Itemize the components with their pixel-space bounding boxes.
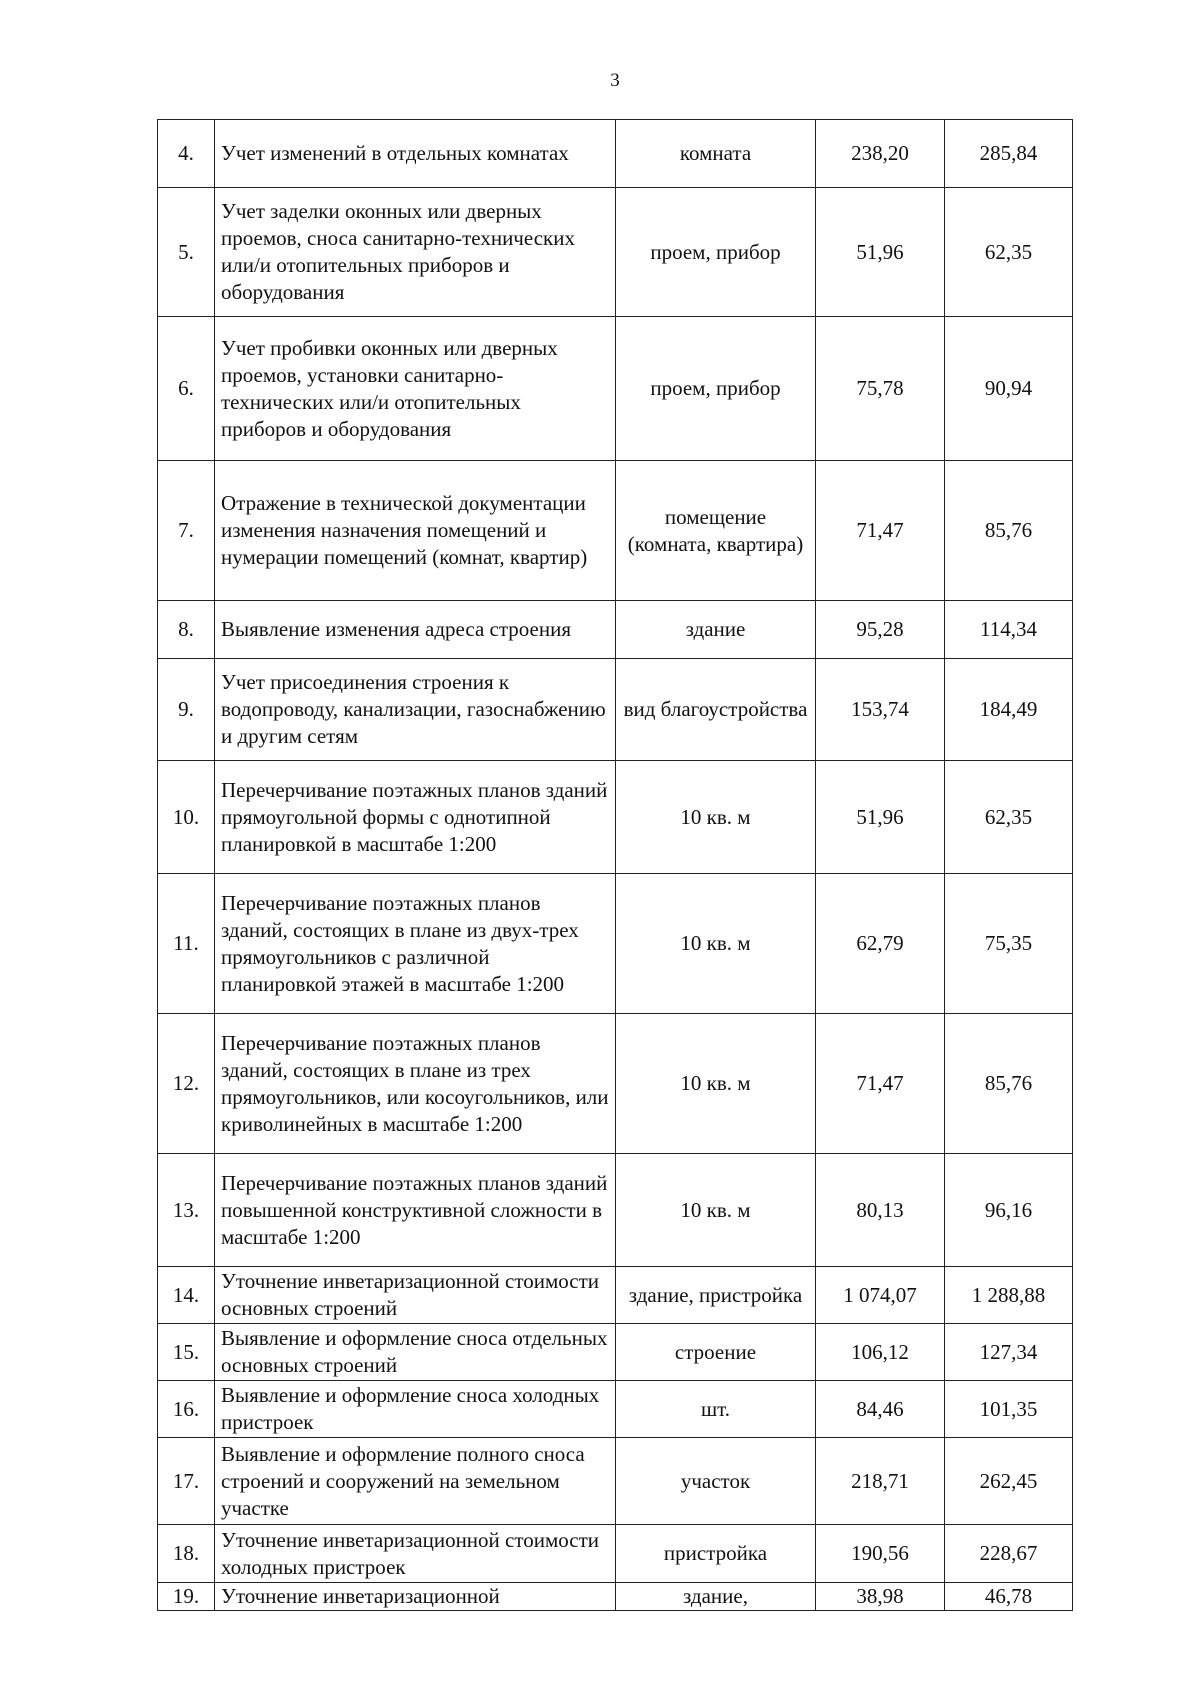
unit-of-measure: помещение (комната, квартира) (616, 461, 816, 601)
service-name: Уточнение инветаризационной стоимости основных строений (215, 1267, 616, 1324)
service-name: Выявление и оформление сноса отдельных основных строений (215, 1324, 616, 1381)
price-without-vat: 153,74 (816, 659, 945, 761)
price-with-vat: 46,78 (945, 1583, 1073, 1611)
table-row (158, 1014, 1073, 1154)
table-row (158, 1381, 1073, 1438)
row-number: 8. (158, 601, 215, 659)
price-with-vat: 1 288,88 (945, 1267, 1073, 1324)
price-with-vat: 184,49 (945, 659, 1073, 761)
price-with-vat: 90,94 (945, 317, 1073, 461)
price-with-vat: 285,84 (945, 120, 1073, 188)
table-row (158, 1525, 1073, 1583)
table-row (158, 601, 1073, 659)
unit-of-measure: пристройка (616, 1525, 816, 1583)
unit-of-measure: 10 кв. м (616, 874, 816, 1014)
price-with-vat: 228,67 (945, 1525, 1073, 1583)
unit-of-measure: здание, пристройка (616, 1267, 816, 1324)
service-name: Учет изменений в отдельных комнатах (215, 120, 616, 188)
service-name: Перечерчивание поэтажных планов зданий, состоящих в плане из трех прямоугольников, или косоугольников, или криволинейных в масштабе 1:200 (215, 1014, 616, 1154)
price-without-vat: 218,71 (816, 1438, 945, 1525)
price-with-vat: 262,45 (945, 1438, 1073, 1525)
row-number: 14. (158, 1267, 215, 1324)
row-number: 18. (158, 1525, 215, 1583)
unit-of-measure: проем, прибор (616, 188, 816, 317)
row-number: 16. (158, 1381, 215, 1438)
service-name: Выявление изменения адреса строения (215, 601, 616, 659)
row-number: 19. (158, 1583, 215, 1611)
unit-of-measure: 10 кв. м (616, 1014, 816, 1154)
page-number: 3 (610, 70, 620, 91)
service-name: Учет заделки оконных или дверных проемов, сноса санитарно-технических или/и отопительных приборов и оборудования (215, 188, 616, 317)
price-with-vat: 75,35 (945, 874, 1073, 1014)
service-name: Учет пробивки оконных или дверных проемов, установки санитарно-технических или/и отопительных приборов и оборудования (215, 317, 616, 461)
unit-of-measure: шт. (616, 1381, 816, 1438)
price-without-vat: 84,46 (816, 1381, 945, 1438)
unit-of-measure: участок (616, 1438, 816, 1525)
service-name: Перечерчивание поэтажных планов зданий повышенной конструктивной сложности в масштабе 1:200 (215, 1154, 616, 1267)
unit-of-measure: вид благоустройства (616, 659, 816, 761)
price-without-vat: 190,56 (816, 1525, 945, 1583)
price-without-vat: 38,98 (816, 1583, 945, 1611)
price-without-vat: 71,47 (816, 461, 945, 601)
row-number: 9. (158, 659, 215, 761)
row-number: 12. (158, 1014, 215, 1154)
table-row (158, 761, 1073, 874)
price-without-vat: 95,28 (816, 601, 945, 659)
price-with-vat: 114,34 (945, 601, 1073, 659)
service-name: Отражение в технической документации изменения назначения помещений и нумерации помещений (комнат, квартир) (215, 461, 616, 601)
unit-of-measure: строение (616, 1324, 816, 1381)
table-row (158, 1154, 1073, 1267)
row-number: 6. (158, 317, 215, 461)
table-row (158, 1438, 1073, 1525)
price-with-vat: 127,34 (945, 1324, 1073, 1381)
price-without-vat: 106,12 (816, 1324, 945, 1381)
table-row (158, 188, 1073, 317)
table-row (158, 659, 1073, 761)
table-row (158, 120, 1073, 188)
service-name: Учет присоединения строения к водопроводу, канализации, газоснабжению и другим сетям (215, 659, 616, 761)
table-row (158, 317, 1073, 461)
unit-of-measure: 10 кв. м (616, 761, 816, 874)
row-number: 4. (158, 120, 215, 188)
price-with-vat: 85,76 (945, 461, 1073, 601)
price-without-vat: 238,20 (816, 120, 945, 188)
price-without-vat: 1 074,07 (816, 1267, 945, 1324)
unit-of-measure: комната (616, 120, 816, 188)
service-name: Перечерчивание поэтажных планов зданий прямоугольной формы с однотипной планировкой в масштабе 1:200 (215, 761, 616, 874)
row-number: 7. (158, 461, 215, 601)
row-number: 13. (158, 1154, 215, 1267)
price-without-vat: 71,47 (816, 1014, 945, 1154)
price-without-vat: 51,96 (816, 188, 945, 317)
price-with-vat: 101,35 (945, 1381, 1073, 1438)
row-number: 5. (158, 188, 215, 317)
row-number: 17. (158, 1438, 215, 1525)
table-row (158, 1324, 1073, 1381)
row-number: 10. (158, 761, 215, 874)
table-row (158, 1267, 1073, 1324)
service-name: Выявление и оформление сноса холодных пристроек (215, 1381, 616, 1438)
price-with-vat: 62,35 (945, 188, 1073, 317)
service-name: Перечерчивание поэтажных планов зданий, состоящих в плане из двух-трех прямоугольников с различной планировкой этажей в масштабе 1:200 (215, 874, 616, 1014)
price-without-vat: 75,78 (816, 317, 945, 461)
price-table (157, 119, 1073, 1611)
row-number: 11. (158, 874, 215, 1014)
service-name: Выявление и оформление полного сноса строений и сооружений на земельном участке (215, 1438, 616, 1525)
price-without-vat: 62,79 (816, 874, 945, 1014)
price-without-vat: 51,96 (816, 761, 945, 874)
price-with-vat: 62,35 (945, 761, 1073, 874)
unit-of-measure: проем, прибор (616, 317, 816, 461)
unit-of-measure: здание, (616, 1583, 816, 1611)
service-name: Уточнение инветаризационной стоимости холодных пристроек (215, 1525, 616, 1583)
unit-of-measure: здание (616, 601, 816, 659)
unit-of-measure: 10 кв. м (616, 1154, 816, 1267)
price-with-vat: 85,76 (945, 1014, 1073, 1154)
price-with-vat: 96,16 (945, 1154, 1073, 1267)
table-row (158, 461, 1073, 601)
table-row (158, 874, 1073, 1014)
table-row (158, 1583, 1073, 1611)
price-without-vat: 80,13 (816, 1154, 945, 1267)
row-number: 15. (158, 1324, 215, 1381)
table-body (158, 120, 1073, 1611)
service-name: Уточнение инветаризационной (215, 1583, 616, 1611)
